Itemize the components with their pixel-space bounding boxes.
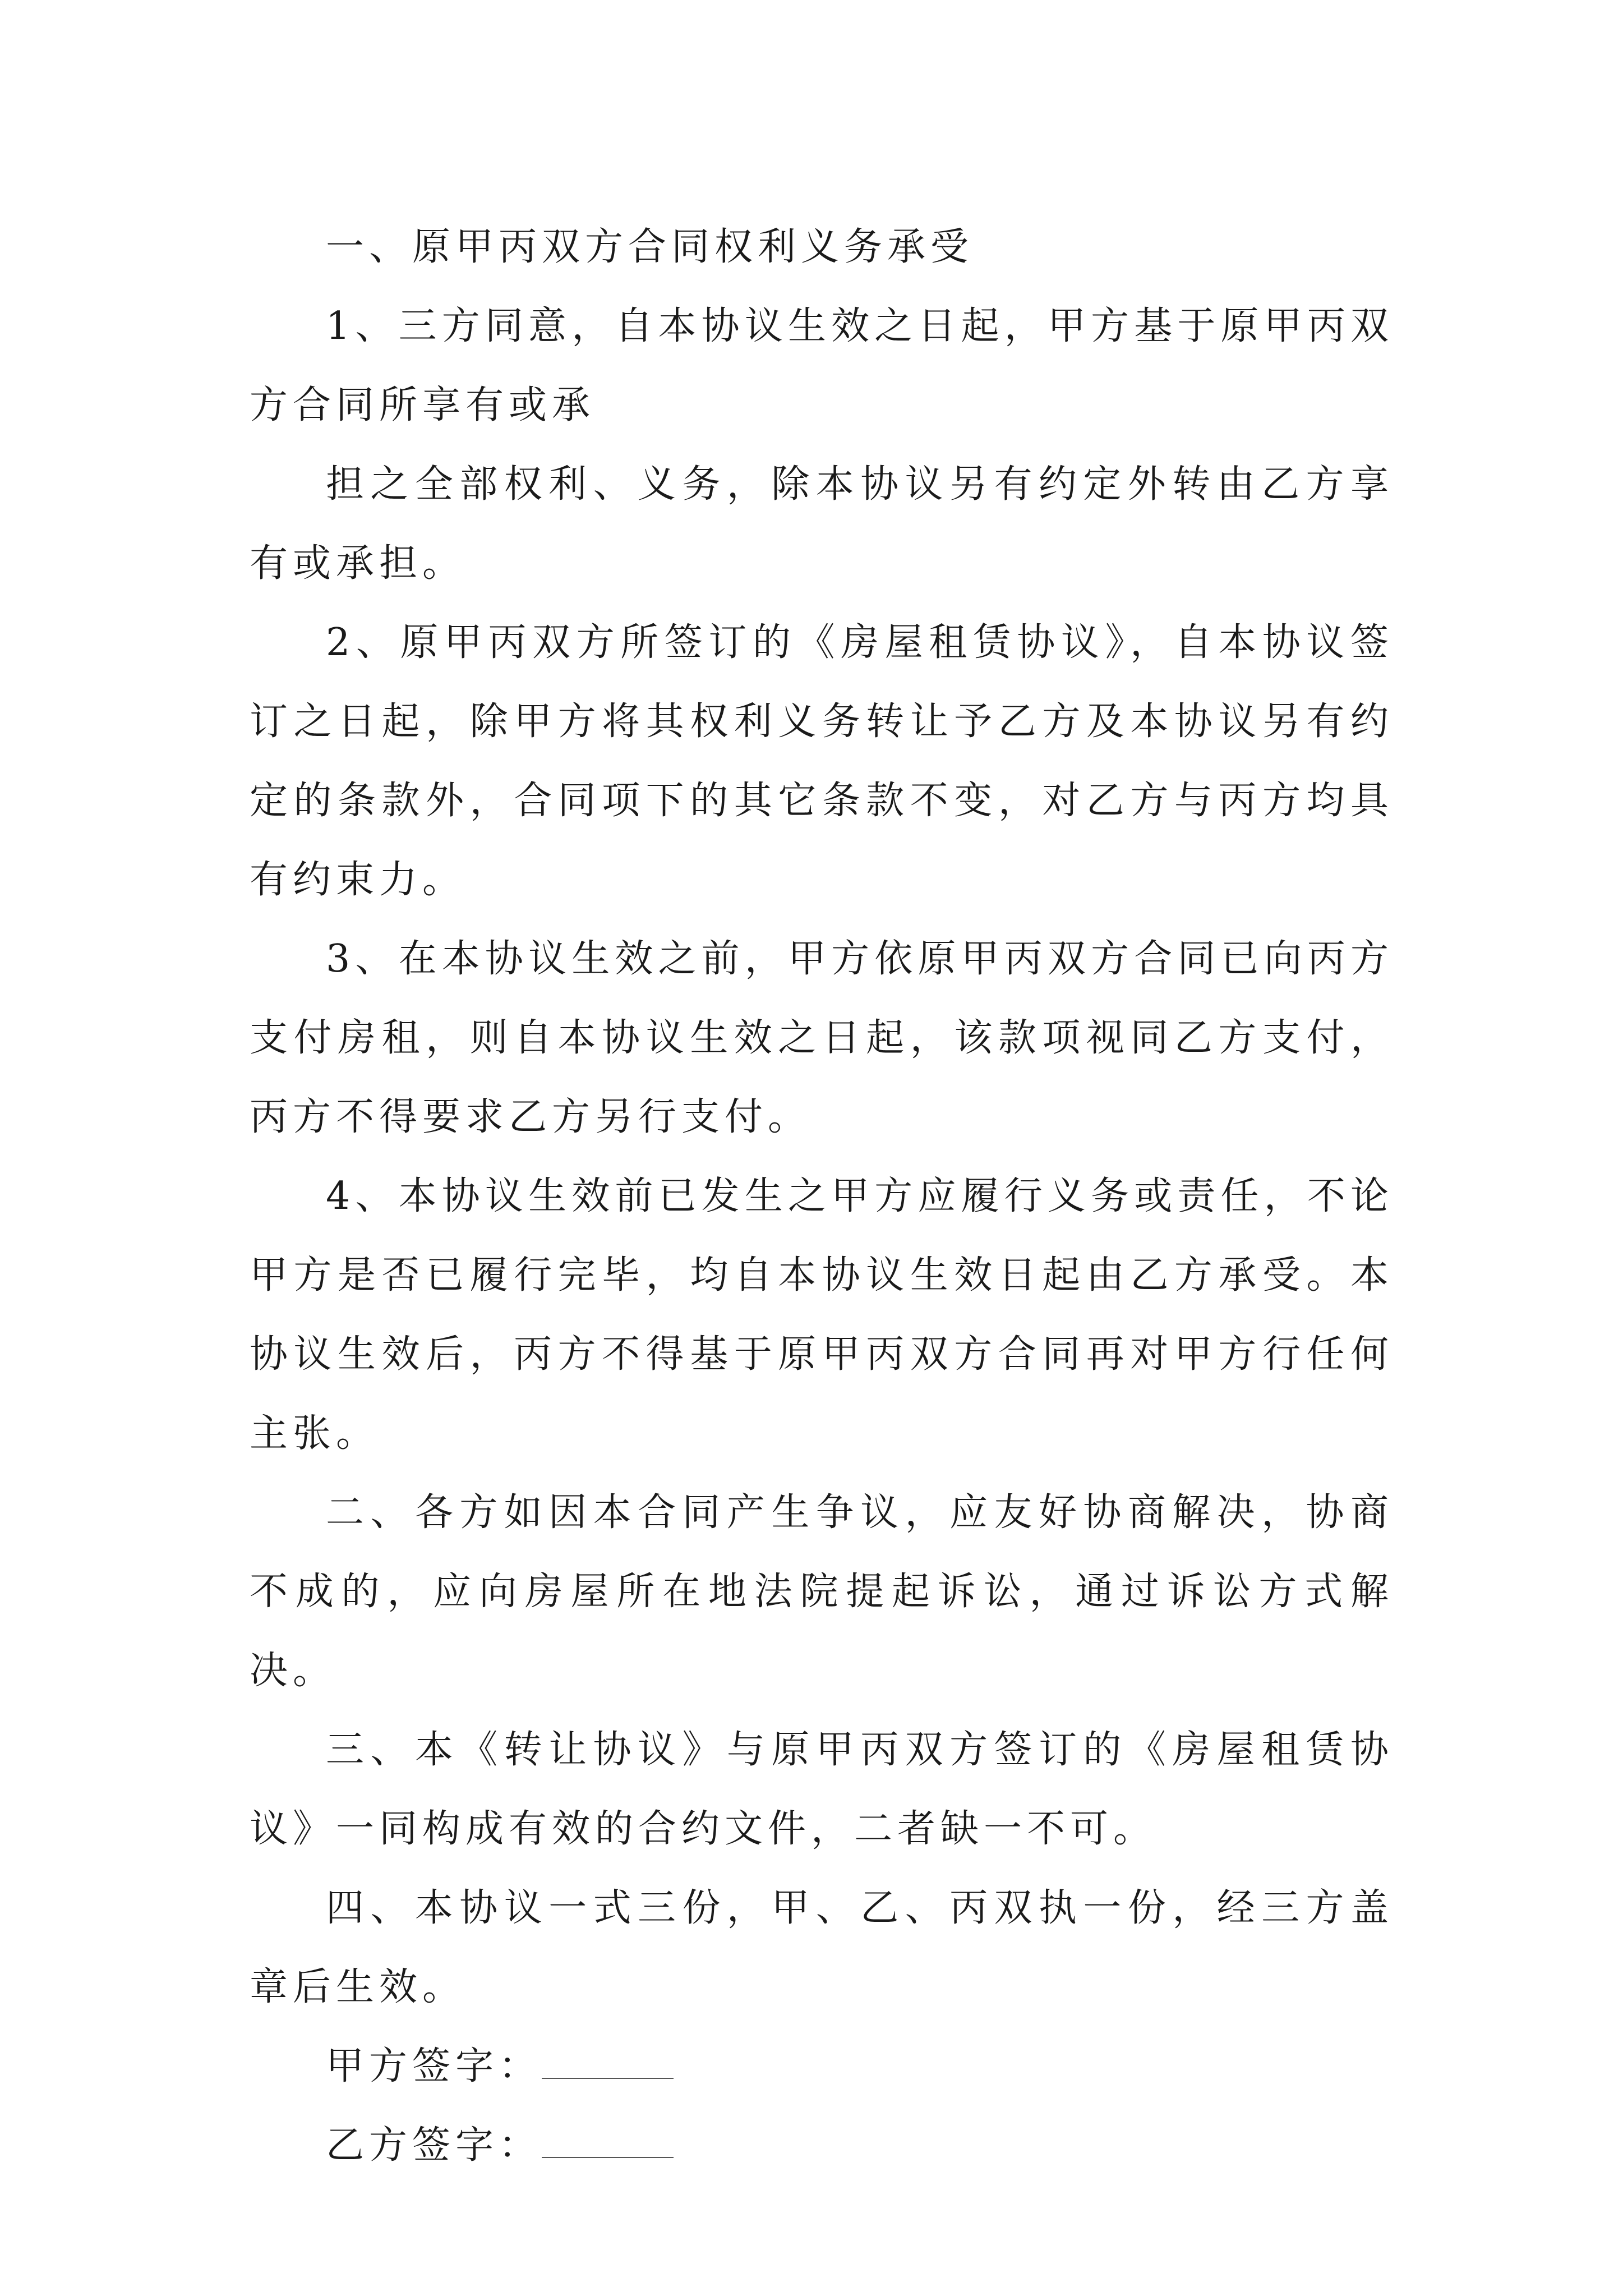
clause-4: 4、本协议生效前已发生之甲方应履行义务或责任，不论甲方是否已履行完毕，均自本协议生效日起由乙方承受。本协议生效后，丙方不得基于原甲丙双方合同再对甲方行任何主张。 bbox=[250, 1174, 1394, 1456]
document-body bbox=[250, 208, 1394, 2185]
signature-label-party-b: 乙方签字： bbox=[326, 2123, 542, 2168]
clause-1: 1、三方同意，自本协议生效之日起，甲方基于原甲丙双方合同所享有或承 bbox=[250, 304, 1394, 427]
signature-line-party-b bbox=[250, 2106, 1394, 2185]
clause-3: 3、在本协议生效之前，甲方依原甲丙双方合同已向丙方支付房租，则自本协议生效之日起，该款项视同乙方支付，丙方不得要求乙方另行支付。 bbox=[250, 937, 1394, 1139]
signature-label-party-a: 甲方签字： bbox=[326, 2044, 542, 2088]
clause-1-continued: 担之全部权利、义务，除本协议另有约定外转由乙方享有或承担。 bbox=[250, 462, 1394, 586]
signature-line-party-a bbox=[250, 2027, 1394, 2106]
section-heading-1: 一、原甲丙双方合同权利义务承受 bbox=[326, 225, 974, 269]
section-3-documents: 三、本《转让协议》与原甲丙双方签订的《房屋租赁协议》一同构成有效的合约文件，二者缺一不可。 bbox=[250, 1728, 1394, 1851]
section-4-copies: 四、本协议一式三份，甲、乙、丙双执一份，经三方盖章后生效。 bbox=[250, 1886, 1394, 2009]
clause-2: 2、原甲丙双方所签订的《房屋租赁协议》，自本协议签订之日起，除甲方将其权利义务转让予乙方及本协议另有约定的条款外，合同项下的其它条款不变，对乙方与丙方均具有约束力。 bbox=[250, 620, 1394, 902]
signature-blank-party-a[interactable] bbox=[542, 2045, 674, 2079]
section-2-dispute: 二、各方如因本合同产生争议，应友好协商解决，协商不成的，应向房屋所在地法院提起诉讼，通过诉讼方式解决。 bbox=[250, 1490, 1394, 1693]
signature-blank-party-b[interactable] bbox=[542, 2124, 674, 2158]
